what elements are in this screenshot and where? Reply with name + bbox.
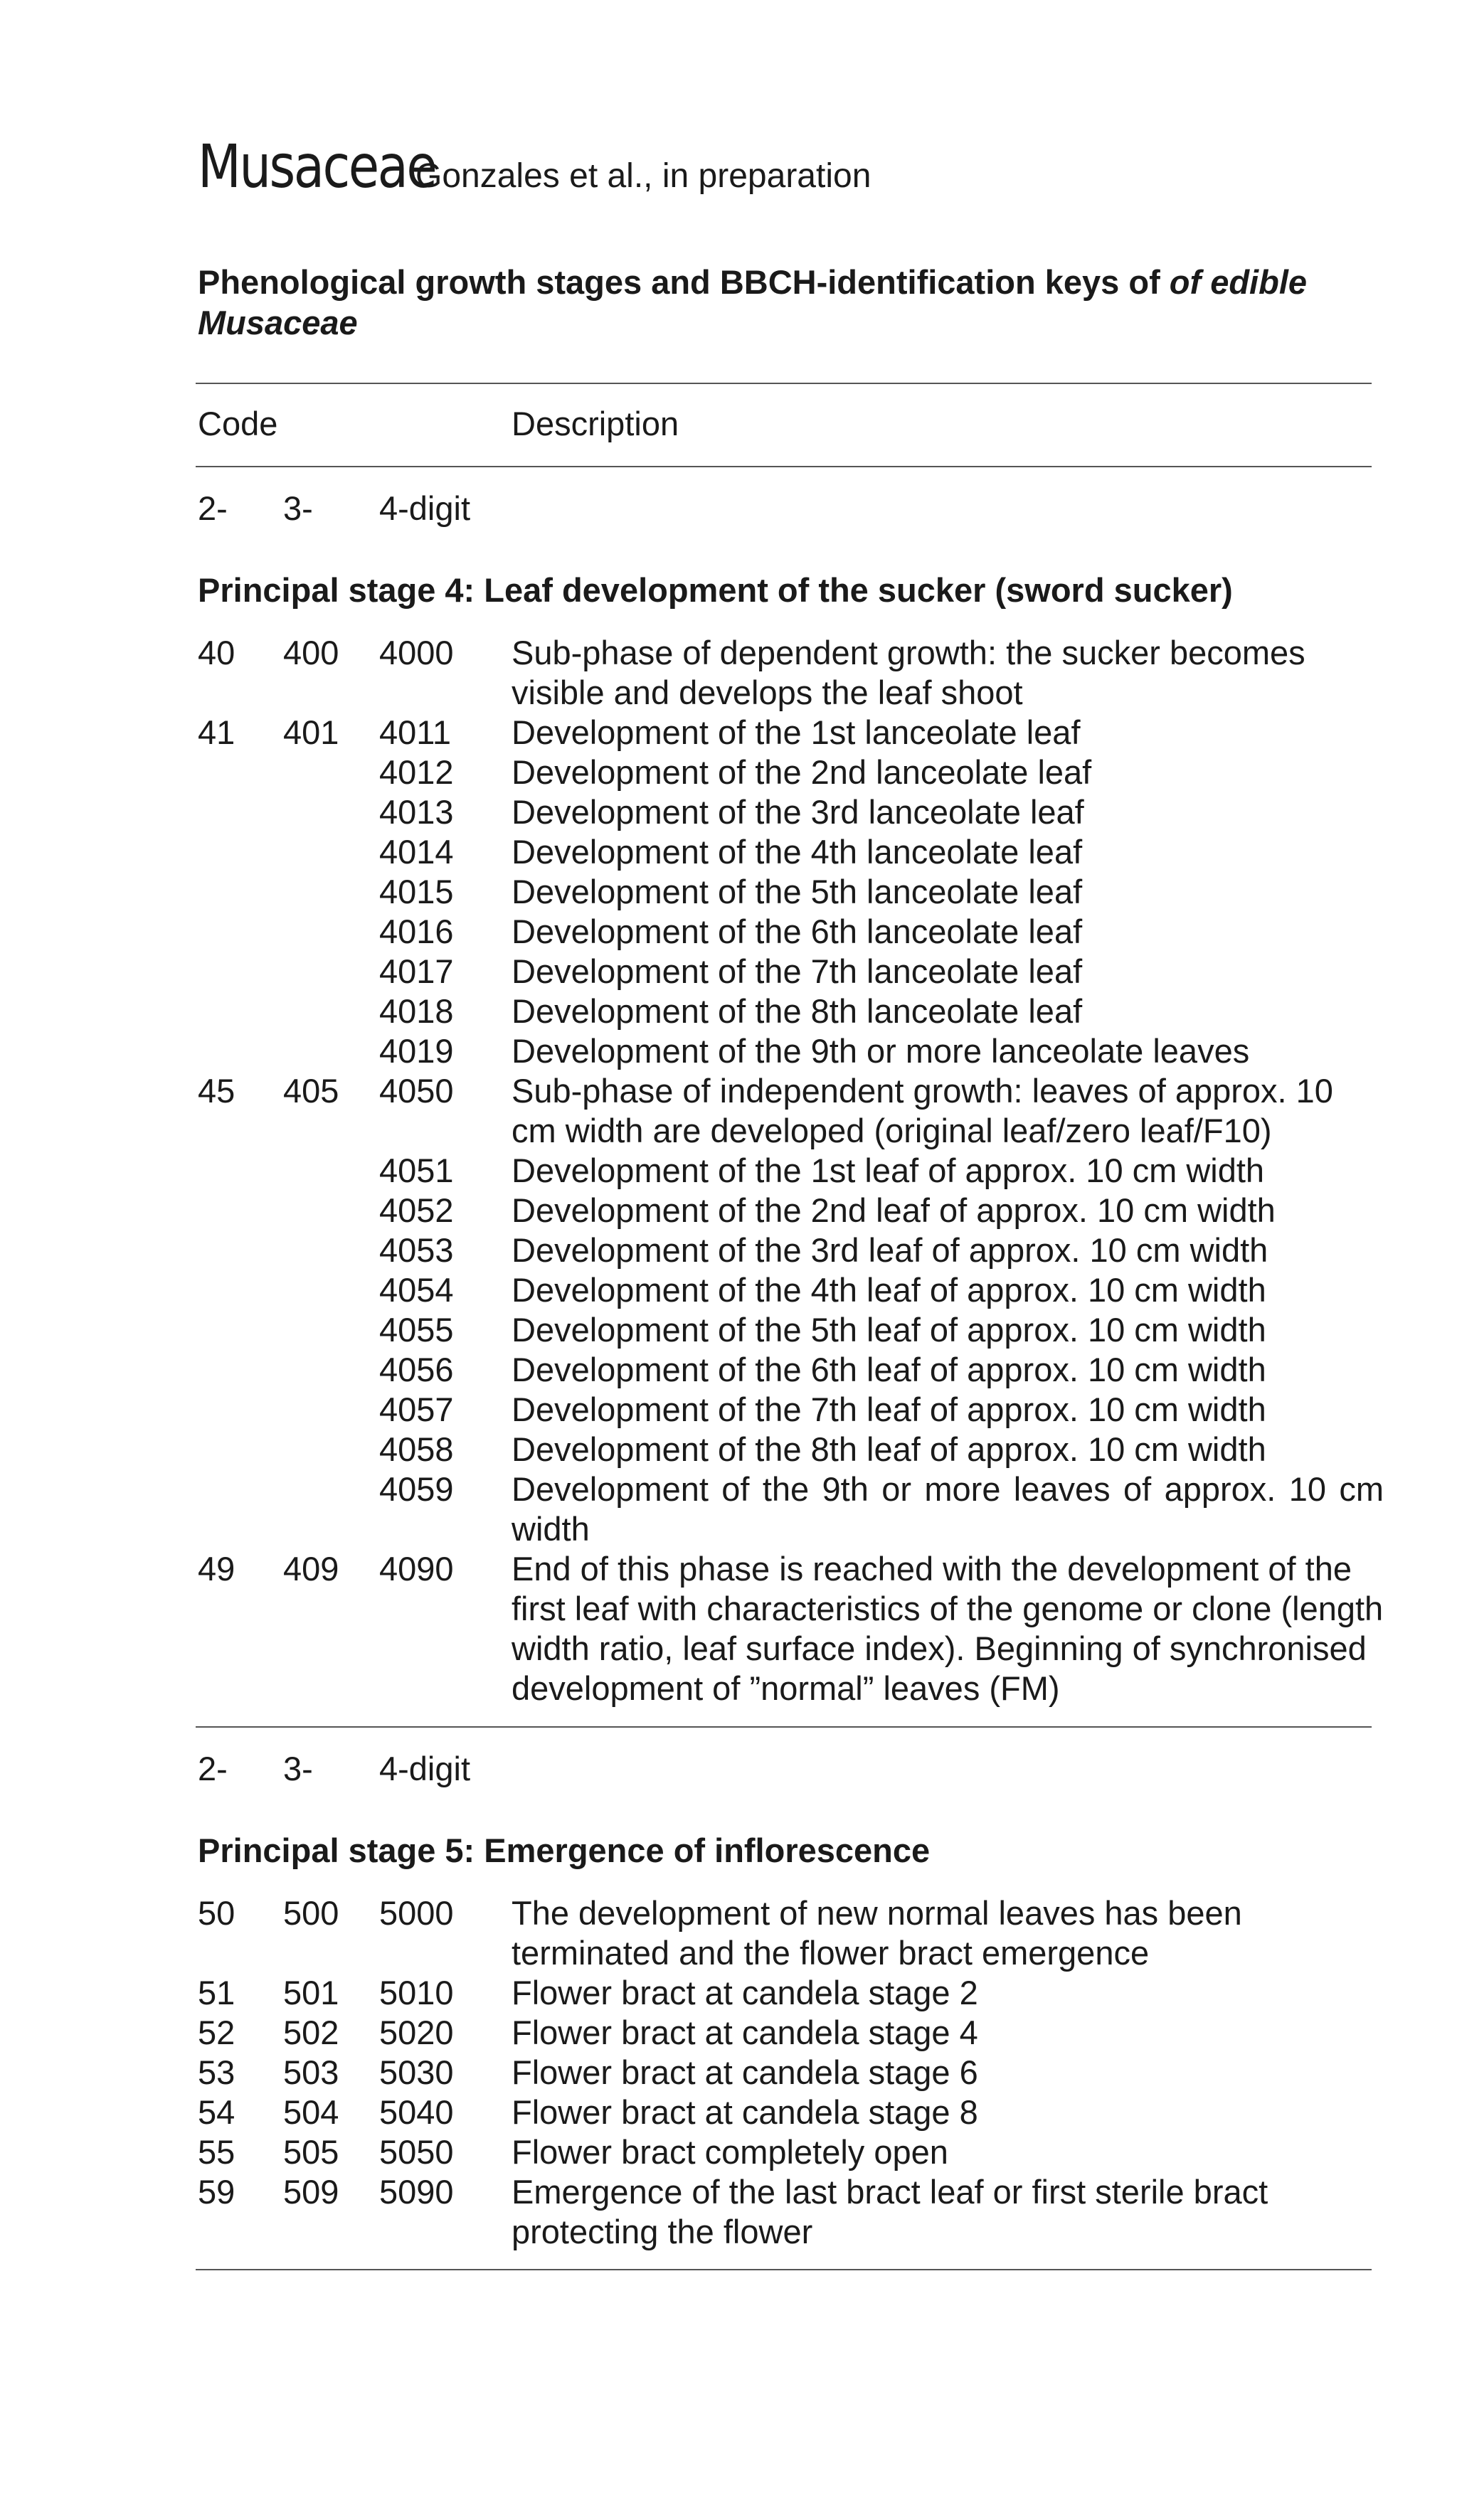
table-top-rule bbox=[196, 383, 1372, 384]
code-2-digit: 41 bbox=[198, 713, 235, 751]
stage-description: Development of the 5th leaf of approx. 10 cm width bbox=[512, 1311, 1266, 1349]
code-4-digit: 4019 bbox=[379, 1032, 454, 1070]
stage-description: Development of the 4th leaf of approx. 10 cm width bbox=[512, 1271, 1266, 1309]
code-4-digit: 5010 bbox=[379, 1974, 454, 2011]
digit-3-label: 3- bbox=[283, 1750, 313, 1787]
code-4-digit: 4016 bbox=[379, 913, 454, 950]
document-title-italic: of edible Musaceae bbox=[198, 263, 1308, 341]
code-4-digit: 4055 bbox=[379, 1311, 454, 1349]
code-2-digit: 45 bbox=[198, 1072, 235, 1110]
digit-3-label: 3- bbox=[283, 489, 313, 527]
code-4-digit: 4050 bbox=[379, 1072, 454, 1110]
code-4-digit: 4057 bbox=[379, 1391, 454, 1428]
code-4-digit: 4058 bbox=[379, 1430, 454, 1468]
header-bottom-rule bbox=[196, 466, 1372, 467]
code-3-digit: 501 bbox=[283, 1974, 339, 2011]
code-3-digit: 405 bbox=[283, 1072, 339, 1110]
stage-description: Development of the 1st lanceolate leaf bbox=[512, 713, 1081, 751]
code-4-digit: 4000 bbox=[379, 634, 454, 671]
code-4-digit: 4053 bbox=[379, 1231, 454, 1269]
stage-description: Flower bract at candela stage 4 bbox=[512, 2014, 978, 2051]
code-3-digit: 502 bbox=[283, 2014, 339, 2051]
document-title-text: Phenological growth stages and BBCH-identification keys of bbox=[198, 263, 1170, 301]
stage-description: Development of the 3rd lanceolate leaf bbox=[512, 793, 1084, 831]
code-2-digit: 55 bbox=[198, 2133, 235, 2171]
digit-2-label: 2- bbox=[198, 489, 228, 527]
digit-4-label: 4-digit bbox=[379, 489, 471, 527]
code-2-digit: 54 bbox=[198, 2093, 235, 2131]
stage-description: The development of new normal leaves has been terminated and the flower bract emergence bbox=[512, 1894, 1242, 1972]
stage-description: End of this phase is reached with the development of the first leaf with characteristics of the genome or clone (length width ratio, leaf surface index). Beginning of synchronised development of ”normal” leaves (FM) bbox=[512, 1550, 1384, 1707]
code-3-digit: 504 bbox=[283, 2093, 339, 2131]
code-4-digit: 4017 bbox=[379, 952, 454, 990]
code-2-digit: 49 bbox=[198, 1550, 235, 1588]
stage-description: Development of the 7th leaf of approx. 10 cm width bbox=[512, 1391, 1266, 1428]
stage-description: Development of the 6th leaf of approx. 10 cm width bbox=[512, 1351, 1266, 1388]
code-4-digit: 5090 bbox=[379, 2173, 454, 2211]
code-4-digit: 5050 bbox=[379, 2133, 454, 2171]
column-header-description: Description bbox=[512, 405, 679, 442]
section-title-stage-4: Principal stage 4: Leaf development of the sucker (sword sucker) bbox=[198, 571, 1233, 609]
code-2-digit: 59 bbox=[198, 2173, 235, 2211]
stage-4-bottom-rule bbox=[196, 1726, 1372, 1728]
code-3-digit: 400 bbox=[283, 634, 339, 671]
code-4-digit: 5030 bbox=[379, 2053, 454, 2091]
code-4-digit: 4015 bbox=[379, 873, 454, 910]
stage-description: Development of the 8th leaf of approx. 10 cm width bbox=[512, 1430, 1266, 1468]
code-4-digit: 4051 bbox=[379, 1152, 454, 1189]
stage-description: Development of the 2nd lanceolate leaf bbox=[512, 753, 1092, 791]
section-title-stage-5: Principal stage 5: Emergence of inflorescence bbox=[198, 1831, 931, 1869]
stage-description: Flower bract at candela stage 8 bbox=[512, 2093, 978, 2131]
code-3-digit: 500 bbox=[283, 1894, 339, 1932]
document-title bbox=[198, 262, 1379, 343]
stage-description: Sub-phase of independent growth: leaves of approx. 10 cm width are developed (original leaf/zero leaf/F10) bbox=[512, 1072, 1333, 1149]
stage-description: Development of the 5th lanceolate leaf bbox=[512, 873, 1083, 910]
code-4-digit: 4052 bbox=[379, 1191, 454, 1229]
code-2-digit: 51 bbox=[198, 1974, 235, 2011]
code-3-digit: 401 bbox=[283, 713, 339, 751]
code-3-digit: 509 bbox=[283, 2173, 339, 2211]
stage-description: Development of the 4th lanceolate leaf bbox=[512, 833, 1083, 871]
code-4-digit: 5040 bbox=[379, 2093, 454, 2131]
stage-description: Development of the 9th or more lanceolate leaves bbox=[512, 1032, 1250, 1070]
stage-description: Development of the 8th lanceolate leaf bbox=[512, 992, 1083, 1030]
code-4-digit: 4018 bbox=[379, 992, 454, 1030]
stage-description: Sub-phase of dependent growth: the sucker becomes visible and develops the leaf shoot bbox=[512, 634, 1305, 711]
code-2-digit: 50 bbox=[198, 1894, 235, 1932]
code-4-digit: 4012 bbox=[379, 753, 454, 791]
code-4-digit: 4013 bbox=[379, 793, 454, 831]
stage-description: Flower bract completely open bbox=[512, 2133, 948, 2171]
code-4-digit: 4054 bbox=[379, 1271, 454, 1309]
stage-description: Development of the 6th lanceolate leaf bbox=[512, 913, 1083, 950]
code-4-digit: 5000 bbox=[379, 1894, 454, 1932]
code-3-digit: 505 bbox=[283, 2133, 339, 2171]
digit-2-label: 2- bbox=[198, 1750, 228, 1787]
code-4-digit: 4090 bbox=[379, 1550, 454, 1588]
stage-description: Development of the 2nd leaf of approx. 10 cm width bbox=[512, 1191, 1276, 1229]
table-bottom-rule bbox=[196, 2269, 1372, 2270]
code-2-digit: 53 bbox=[198, 2053, 235, 2091]
code-4-digit: 4011 bbox=[379, 713, 452, 751]
column-header-code: Code bbox=[198, 405, 278, 442]
stage-description: Development of the 3rd leaf of approx. 10 cm width bbox=[512, 1231, 1268, 1269]
digit-4-label: 4-digit bbox=[379, 1750, 471, 1787]
code-4-digit: 5020 bbox=[379, 2014, 454, 2051]
stage-description: Flower bract at candela stage 2 bbox=[512, 1974, 978, 2011]
code-2-digit: 40 bbox=[198, 634, 235, 671]
code-3-digit: 503 bbox=[283, 2053, 339, 2091]
code-4-digit: 4059 bbox=[379, 1470, 454, 1508]
code-3-digit: 409 bbox=[283, 1550, 339, 1588]
code-4-digit: 4056 bbox=[379, 1351, 454, 1388]
stage-description: Emergence of the last bract leaf or first sterile bract protecting the flower bbox=[512, 2173, 1268, 2250]
family-name: Musaceae bbox=[198, 132, 436, 201]
page-heading bbox=[198, 132, 871, 201]
code-4-digit: 4014 bbox=[379, 833, 454, 871]
stage-description: Development of the 1st leaf of approx. 10 cm width bbox=[512, 1152, 1265, 1189]
stage-description: Development of the 7th lanceolate leaf bbox=[512, 952, 1083, 990]
code-2-digit: 52 bbox=[198, 2014, 235, 2051]
authors-note: Gonzales et al., in preparation bbox=[415, 157, 871, 195]
stage-description: Flower bract at candela stage 6 bbox=[512, 2053, 978, 2091]
stage-description: Development of the 9th or more leaves of approx. 10 cm width bbox=[512, 1470, 1384, 1548]
